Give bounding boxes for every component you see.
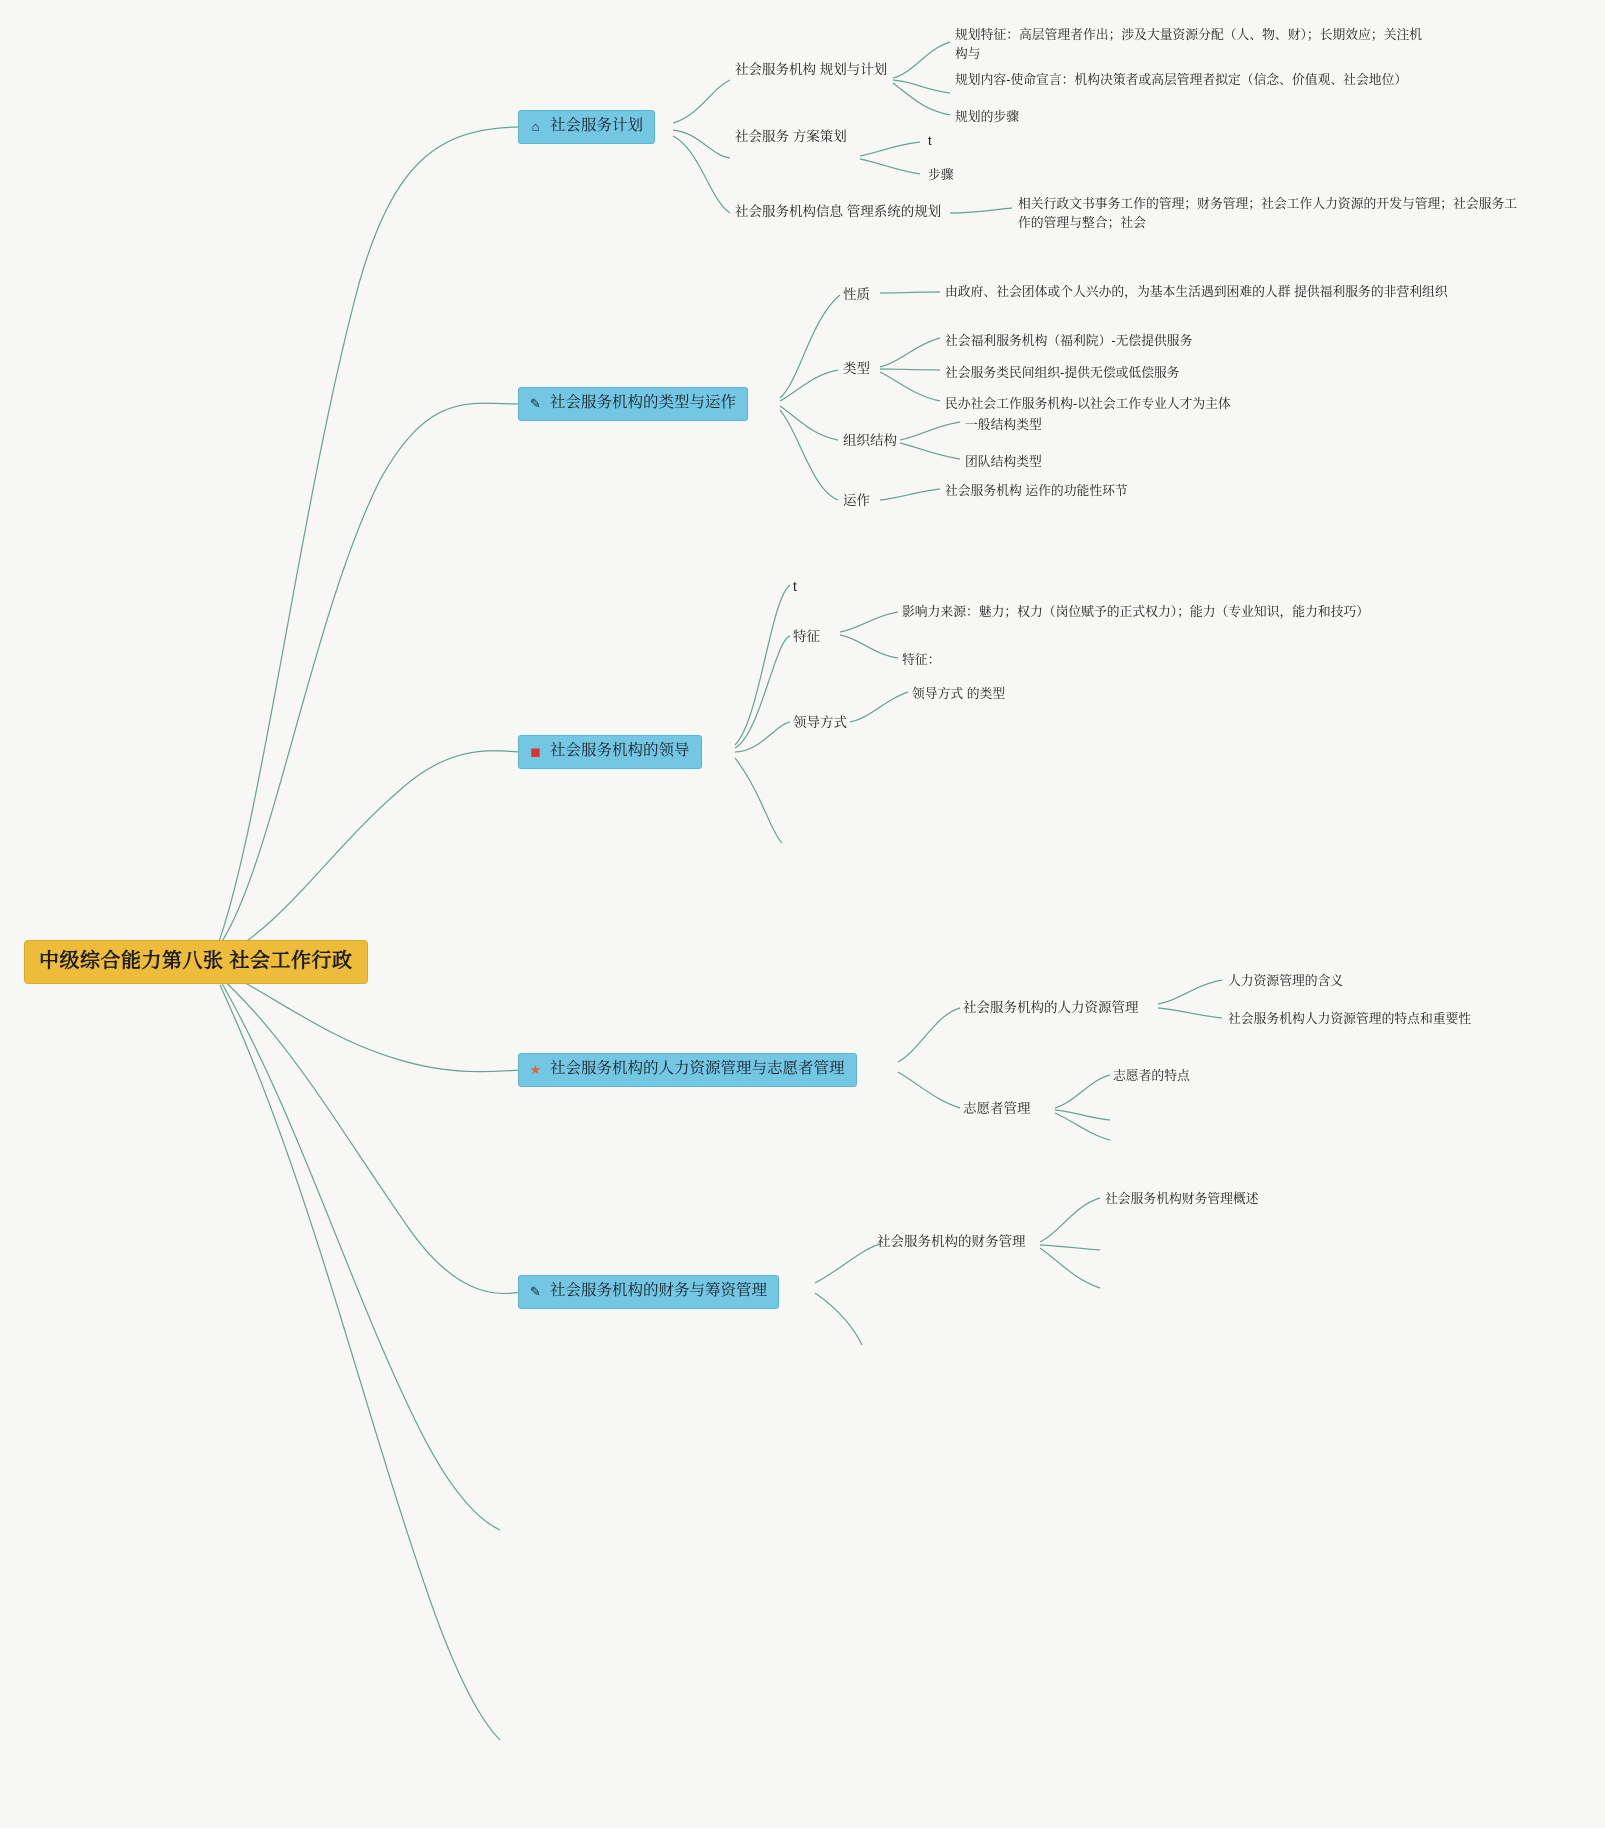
subtopic-node[interactable]: 社会服务机构的财务管理: [877, 1234, 1026, 1249]
subtopic-node[interactable]: 性质: [843, 287, 870, 302]
topic-label: 社会服务计划: [550, 117, 644, 134]
leaf-node[interactable]: 团队结构类型: [965, 454, 1042, 469]
pen-icon: ✎: [530, 395, 541, 411]
pen-icon: ✎: [530, 1283, 541, 1299]
subtopic-node[interactable]: 社会服务机构信息 管理系统的规划: [735, 204, 942, 219]
leaf-node[interactable]: 规划的步骤: [955, 109, 1019, 124]
leaf-node[interactable]: 相关行政文书事务工作的管理；财务管理；社会工作人力资源的开发与管理；社会服务工作的管理与整合；社会: [1018, 196, 1518, 231]
leaf-node[interactable]: 规划特征：高层管理者作出；涉及大量资源分配（人、物、财）；长期效应；关注机构与: [955, 27, 1423, 62]
topic-node-finance-and-fundraising[interactable]: [518, 1275, 779, 1309]
leaf-node[interactable]: 步骤: [928, 167, 954, 182]
subtopic-node[interactable]: t: [793, 579, 797, 594]
topic-node-hr-and-volunteer-management[interactable]: [518, 1053, 857, 1087]
leaf-node[interactable]: 志愿者的特点: [1113, 1068, 1190, 1083]
topic-node-agency-type-and-operation[interactable]: [518, 387, 748, 421]
subtopic-node[interactable]: 志愿者管理: [963, 1101, 1031, 1116]
leaf-node[interactable]: 社会服务机构 运作的功能性环节: [945, 483, 1128, 498]
leaf-node[interactable]: 社会服务机构财务管理概述: [1105, 1191, 1259, 1206]
leaf-node[interactable]: 社会服务类民间组织-提供无偿或低偿服务: [945, 365, 1180, 380]
leaf-node[interactable]: 领导方式 的类型: [912, 686, 1006, 701]
leaf-node[interactable]: t: [928, 133, 932, 148]
subtopic-node[interactable]: 社会服务 方案策划: [735, 129, 847, 144]
subtopic-node[interactable]: 组织结构: [843, 433, 897, 448]
topic-node-social-service-plan[interactable]: [518, 110, 655, 144]
subtopic-node[interactable]: 运作: [843, 493, 870, 508]
leaf-node[interactable]: 民办社会工作服务机构-以社会工作专业人才为主体: [945, 396, 1231, 411]
topic-label: 社会服务机构的领导: [550, 742, 690, 759]
leaf-node[interactable]: 规划内容-使命宣言：机构决策者或高层管理者拟定（信念、价值观、社会地位）: [955, 72, 1408, 87]
star-icon: ★: [529, 1061, 542, 1077]
subtopic-node[interactable]: 类型: [843, 361, 870, 376]
leaf-node[interactable]: 社会服务机构人力资源管理的特点和重要性: [1228, 1011, 1472, 1026]
house-icon: ⌂: [531, 118, 540, 134]
leaf-node[interactable]: 影响力来源：魅力；权力（岗位赋予的正式权力）；能力（专业知识，能力和技巧）: [902, 604, 1370, 619]
leaf-node[interactable]: 由政府、社会团体或个人兴办的，为基本生活遇到困难的人群 提供福利服务的非营利组织: [945, 284, 1448, 299]
leaf-node[interactable]: 社会福利服务机构（福利院）-无偿提供服务: [945, 333, 1193, 348]
subtopic-node[interactable]: 社会服务机构的人力资源管理: [963, 1000, 1139, 1015]
topic-label: 社会服务机构的人力资源管理与志愿者管理: [550, 1060, 845, 1077]
flag-icon: ◼: [530, 743, 541, 759]
topic-label: 社会服务机构的类型与运作: [550, 394, 737, 411]
root-node[interactable]: 中级综合能力第八张 社会工作行政: [24, 940, 368, 984]
subtopic-node[interactable]: 社会服务机构 规划与计划: [735, 62, 888, 77]
subtopic-node[interactable]: 特征: [793, 629, 820, 644]
topic-node-agency-leadership[interactable]: [518, 735, 702, 769]
leaf-node[interactable]: 人力资源管理的含义: [1228, 973, 1344, 988]
leaf-node[interactable]: 一般结构类型: [965, 417, 1042, 432]
subtopic-node[interactable]: 领导方式: [793, 715, 847, 730]
topic-label: 社会服务机构的财务与筹资管理: [550, 1282, 768, 1299]
leaf-node[interactable]: 特征：: [902, 652, 941, 667]
